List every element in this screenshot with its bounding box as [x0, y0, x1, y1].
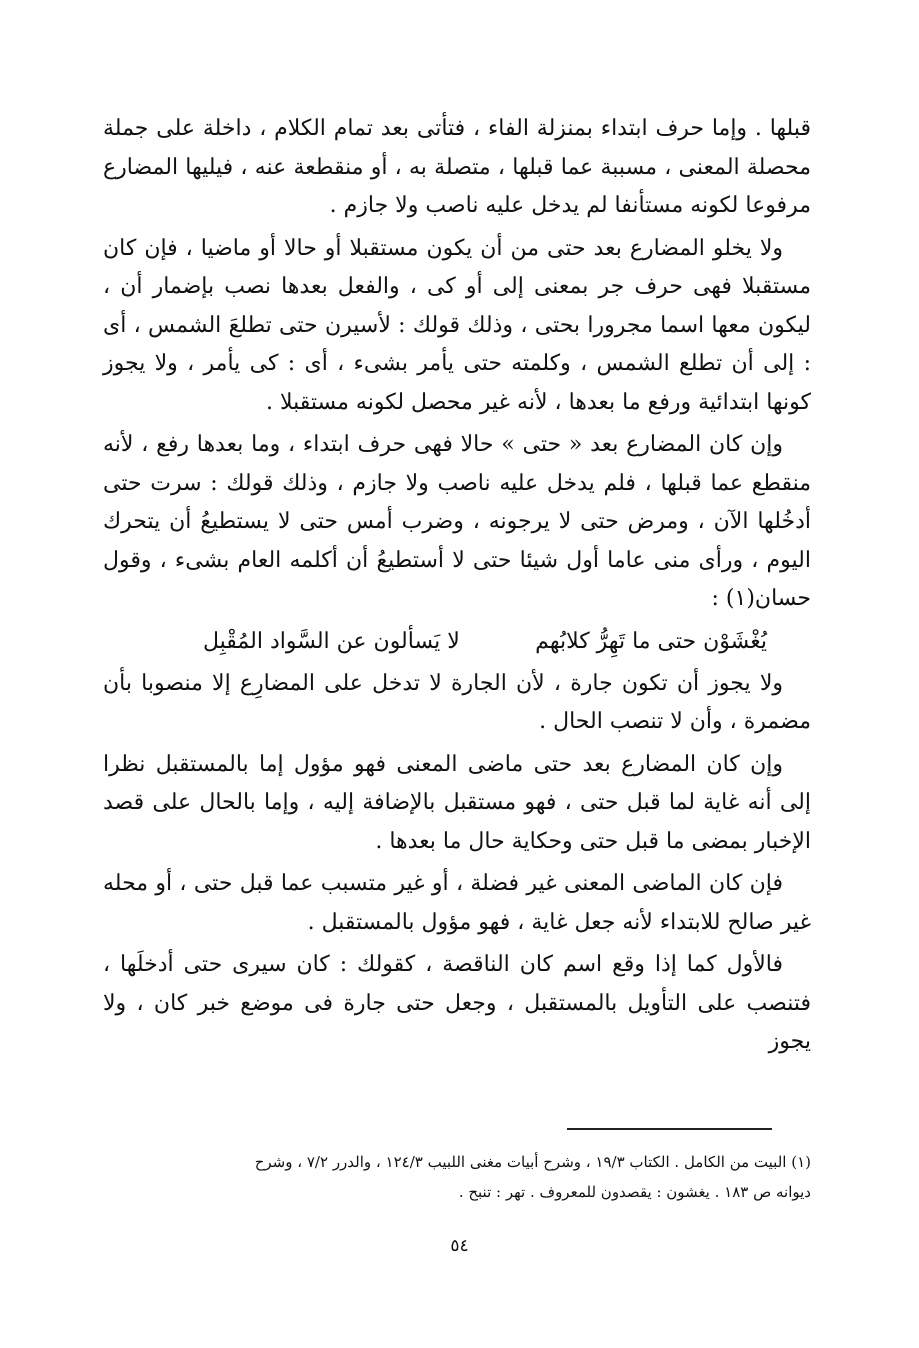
footnote-line-2: ديوانه ص ١٨٣ . يغشون : يقصدون للمعروف . تهر : تنبح . [458, 1183, 811, 1201]
paragraph-2: ولا يخلو المضارع بعد حتى من أن يكون مستقبلا أو حالا أو ماضيا ، فإن كان مستقبلا فهى حرف جر بمعنى إلى أو كى ، والفعل بعدها نصب بإضمار أن ، ليكون معها اسما مجرورا بحتى ، وذلك قولك : لأسيرن حتى تطلعَ الشمس ، أى : إلى أن تطلع الشمس ، وكلمته حتى يأمر بشىء ، أى : كى يأمر ، ولا يجوز كونها ابتدائية ورفع ما بعدها ، لأنه غير محصل لكونه مستقبلا . [103, 235, 811, 415]
paragraph-1: قبلها . وإما حرف ابتداء بمنزلة الفاء ، فتأتى بعد تمام الكلام ، داخلة على جملة محصلة المعنى ، مسببة عما قبلها ، متصلة به ، أو منقطعة عنه ، فيليها المضارع مرفوعا لكونه مستأنفا لم يدخل عليه ناصب ولا جازم . [103, 116, 811, 218]
verse-second-hemistich: لا يَسألون عن السَّواد المُقْبِل [203, 628, 460, 654]
paragraph-3: وإن كان المضارع بعد « حتى » حالا فهى حرف ابتداء ، وما بعدها رفع ، لأنه منقطع عما قبلها ، فلم يدخل عليه ناصب ولا جازم ، وذلك قولك : سرت حتى أدخُلها الآن ، ومرض حتى لا يرجونه ، وضرب أمس حتى لا يستطيعُ أن يتحرك اليوم ، ورأى منى عاما أول شيئا حتى لا أستطيعُ أن أكلمه العام بشىء ، وقول حسان(١) : [103, 432, 811, 611]
verse-first-hemistich: يُغْشَوْن حتى ما تَهِرُّ كلابُهم [535, 628, 767, 654]
footnote-separator [567, 1128, 772, 1130]
footnotes [128, 1147, 811, 1207]
paragraph-5: وإن كان المضارع بعد حتى ماضى المعنى فهو مؤول إما بالمستقبل نظرا إلى أنه غاية لما قبل حتى ، فهو مستقبل بالإضافة إليه ، وإما بالحال على قصد الإخبار بمضى ما قبل حتى وحكاية حال ما بعدها . [103, 751, 811, 854]
paragraph-6: فإن كان الماضى المعنى غير فضلة ، أو غير متسبب عما قبل حتى ، أو محله غير صالح للابتداء لأنه جعل غاية ، فهو مؤول بالمستقبل . [103, 871, 811, 935]
poetry-verse [103, 623, 811, 661]
paragraph-4: ولا يجوز أن تكون جارة ، لأن الجارة لا تدخل على المضارِع إلا منصوبا بأن مضمرة ، وأن لا تنصب الحال . [103, 670, 811, 734]
paragraph-7: فالأول كما إذا وقع اسم كان الناقصة ، كقولك : كان سيرى حتى أدخلَها ، فتنصب على التأويل بالمستقبل ، وجعل حتى جارة فى موضع خبر كان ، ولا يجوز [103, 952, 811, 1054]
page-number: ٥٤ [450, 1236, 469, 1256]
main-text [103, 110, 811, 1066]
footnote-line-1: (١) البيت من الكامل . الكتاب ١٩/٣ ، وشرح أبيات مغنى اللبيب ١٢٤/٣ ، والدرر ٧/٢ ، وشرح [254, 1153, 811, 1171]
